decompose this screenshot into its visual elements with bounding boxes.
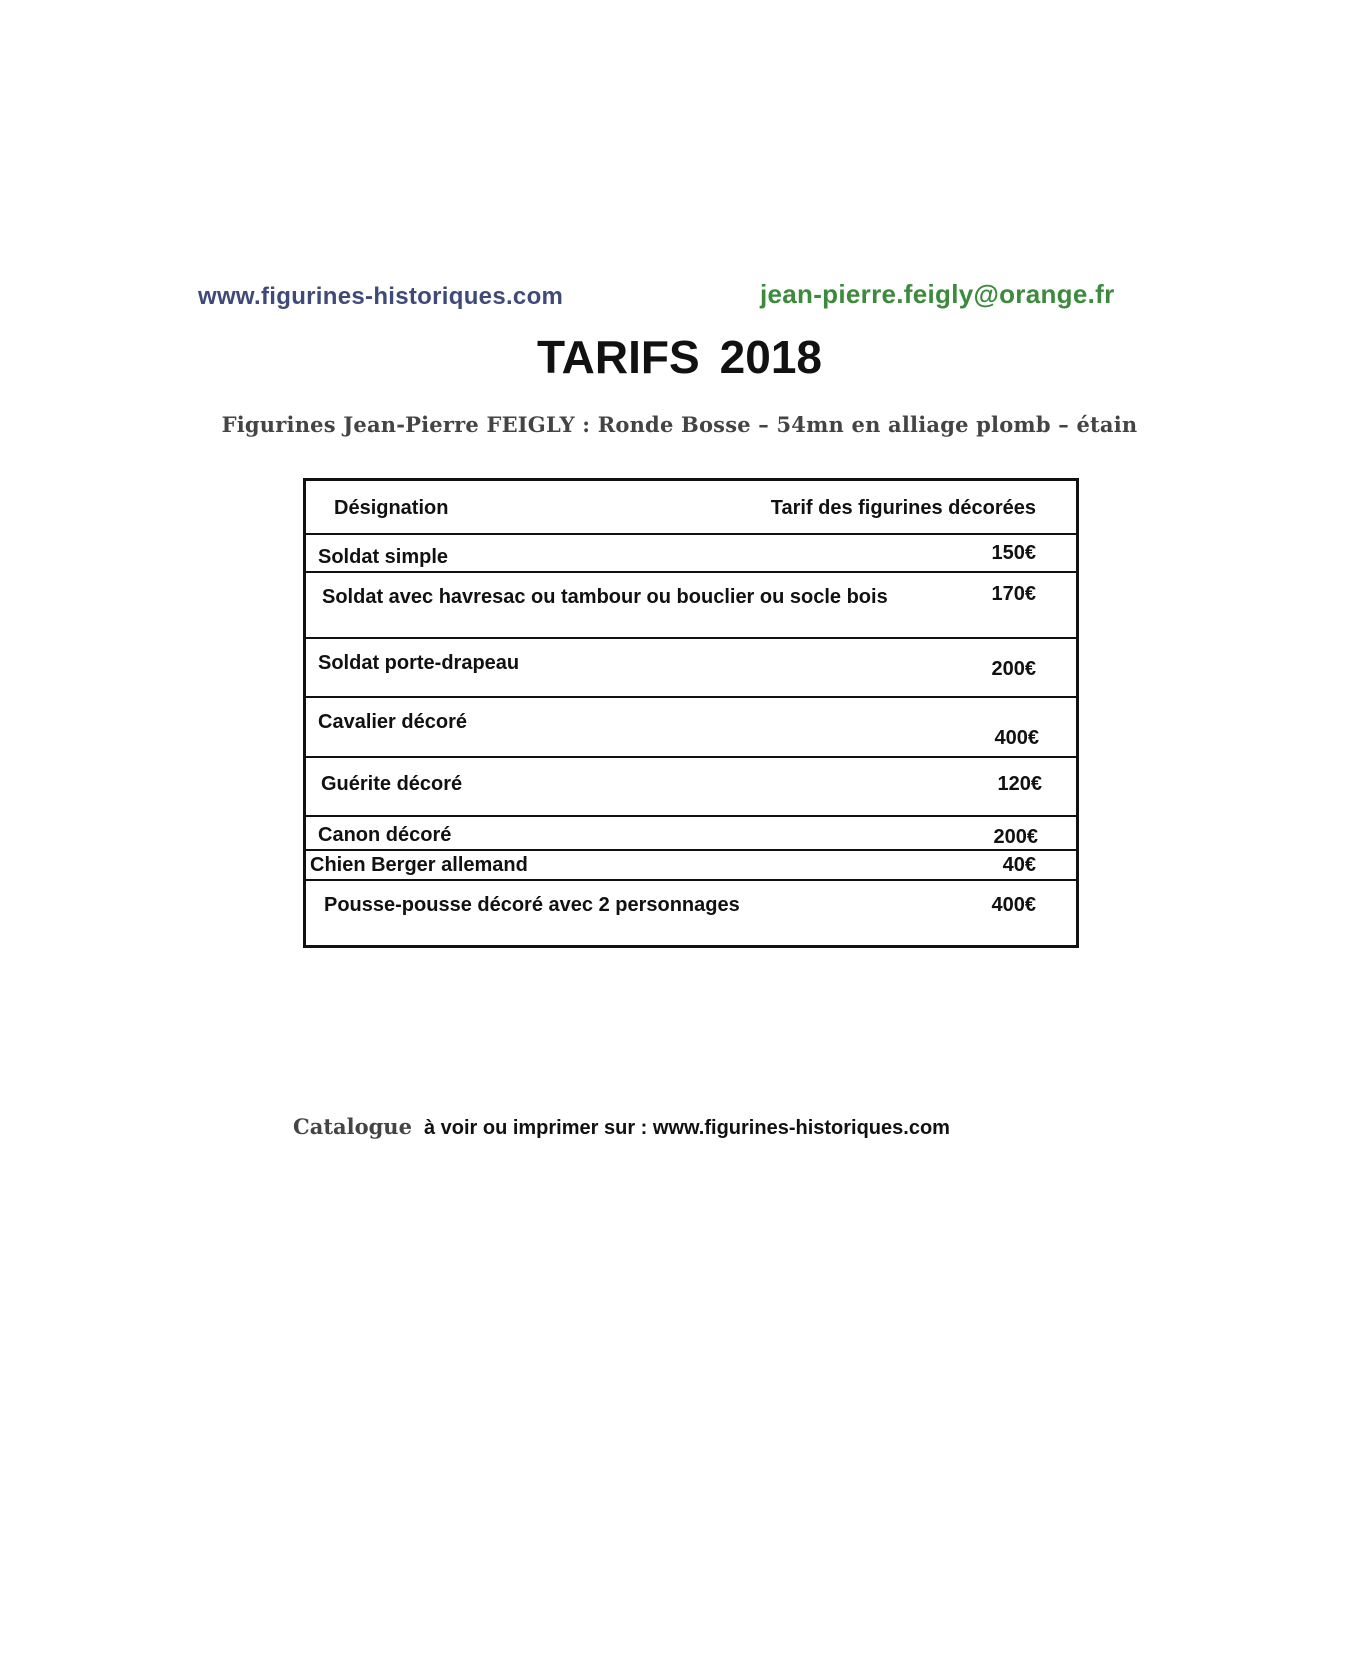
row-price: 400€ [994,727,1039,749]
row-price: 40€ [1002,854,1036,876]
subtitle: Figurines Jean-Pierre FEIGLY : Ronde Bosse – 54mn en alliage plomb – étain [221,412,1138,437]
title-year: 2018 [719,331,823,383]
table-row [306,758,1076,817]
row-designation: Cavalier décoré [318,711,467,733]
row-designation: Canon décoré [318,824,452,846]
header-designation: Désignation [334,497,449,519]
table-row [306,535,1076,573]
row-price: 120€ [997,773,1042,795]
row-designation: Soldat porte-drapeau [318,652,520,674]
table-row [306,851,1076,881]
row-price: 150€ [991,542,1036,564]
title-word: TARIFS [536,331,700,383]
catalogue-line [293,1114,950,1140]
catalogue-text[interactable]: à voir ou imprimer sur : www.figurines-historiques.com [423,1117,950,1139]
table-row [306,817,1076,851]
table-header-row [306,481,1076,535]
row-price: 170€ [991,583,1036,605]
row-designation: Chien Berger allemand [310,854,528,876]
price-table [303,478,1079,948]
row-price: 200€ [991,658,1036,680]
website-link[interactable]: www.figurines-historiques.com [198,283,564,310]
email-link[interactable]: jean-pierre.feigly@orange.fr [760,279,1115,309]
table-row [306,698,1076,758]
row-designation: Pousse-pousse décoré avec 2 personnages [324,894,740,916]
row-price: 200€ [993,826,1038,848]
table-row [306,573,1076,639]
row-designation: Soldat simple [318,546,449,568]
table-row [306,881,1076,945]
row-designation: Guérite décoré [321,773,463,795]
row-designation: Soldat avec havresac ou tambour ou bouclier ou socle bois [322,586,888,608]
header-tarif: Tarif des figurines décorées [770,497,1036,519]
catalogue-word: Catalogue [293,1114,412,1139]
table-row [306,639,1076,698]
page-title [0,330,1359,384]
row-price: 400€ [991,894,1036,916]
